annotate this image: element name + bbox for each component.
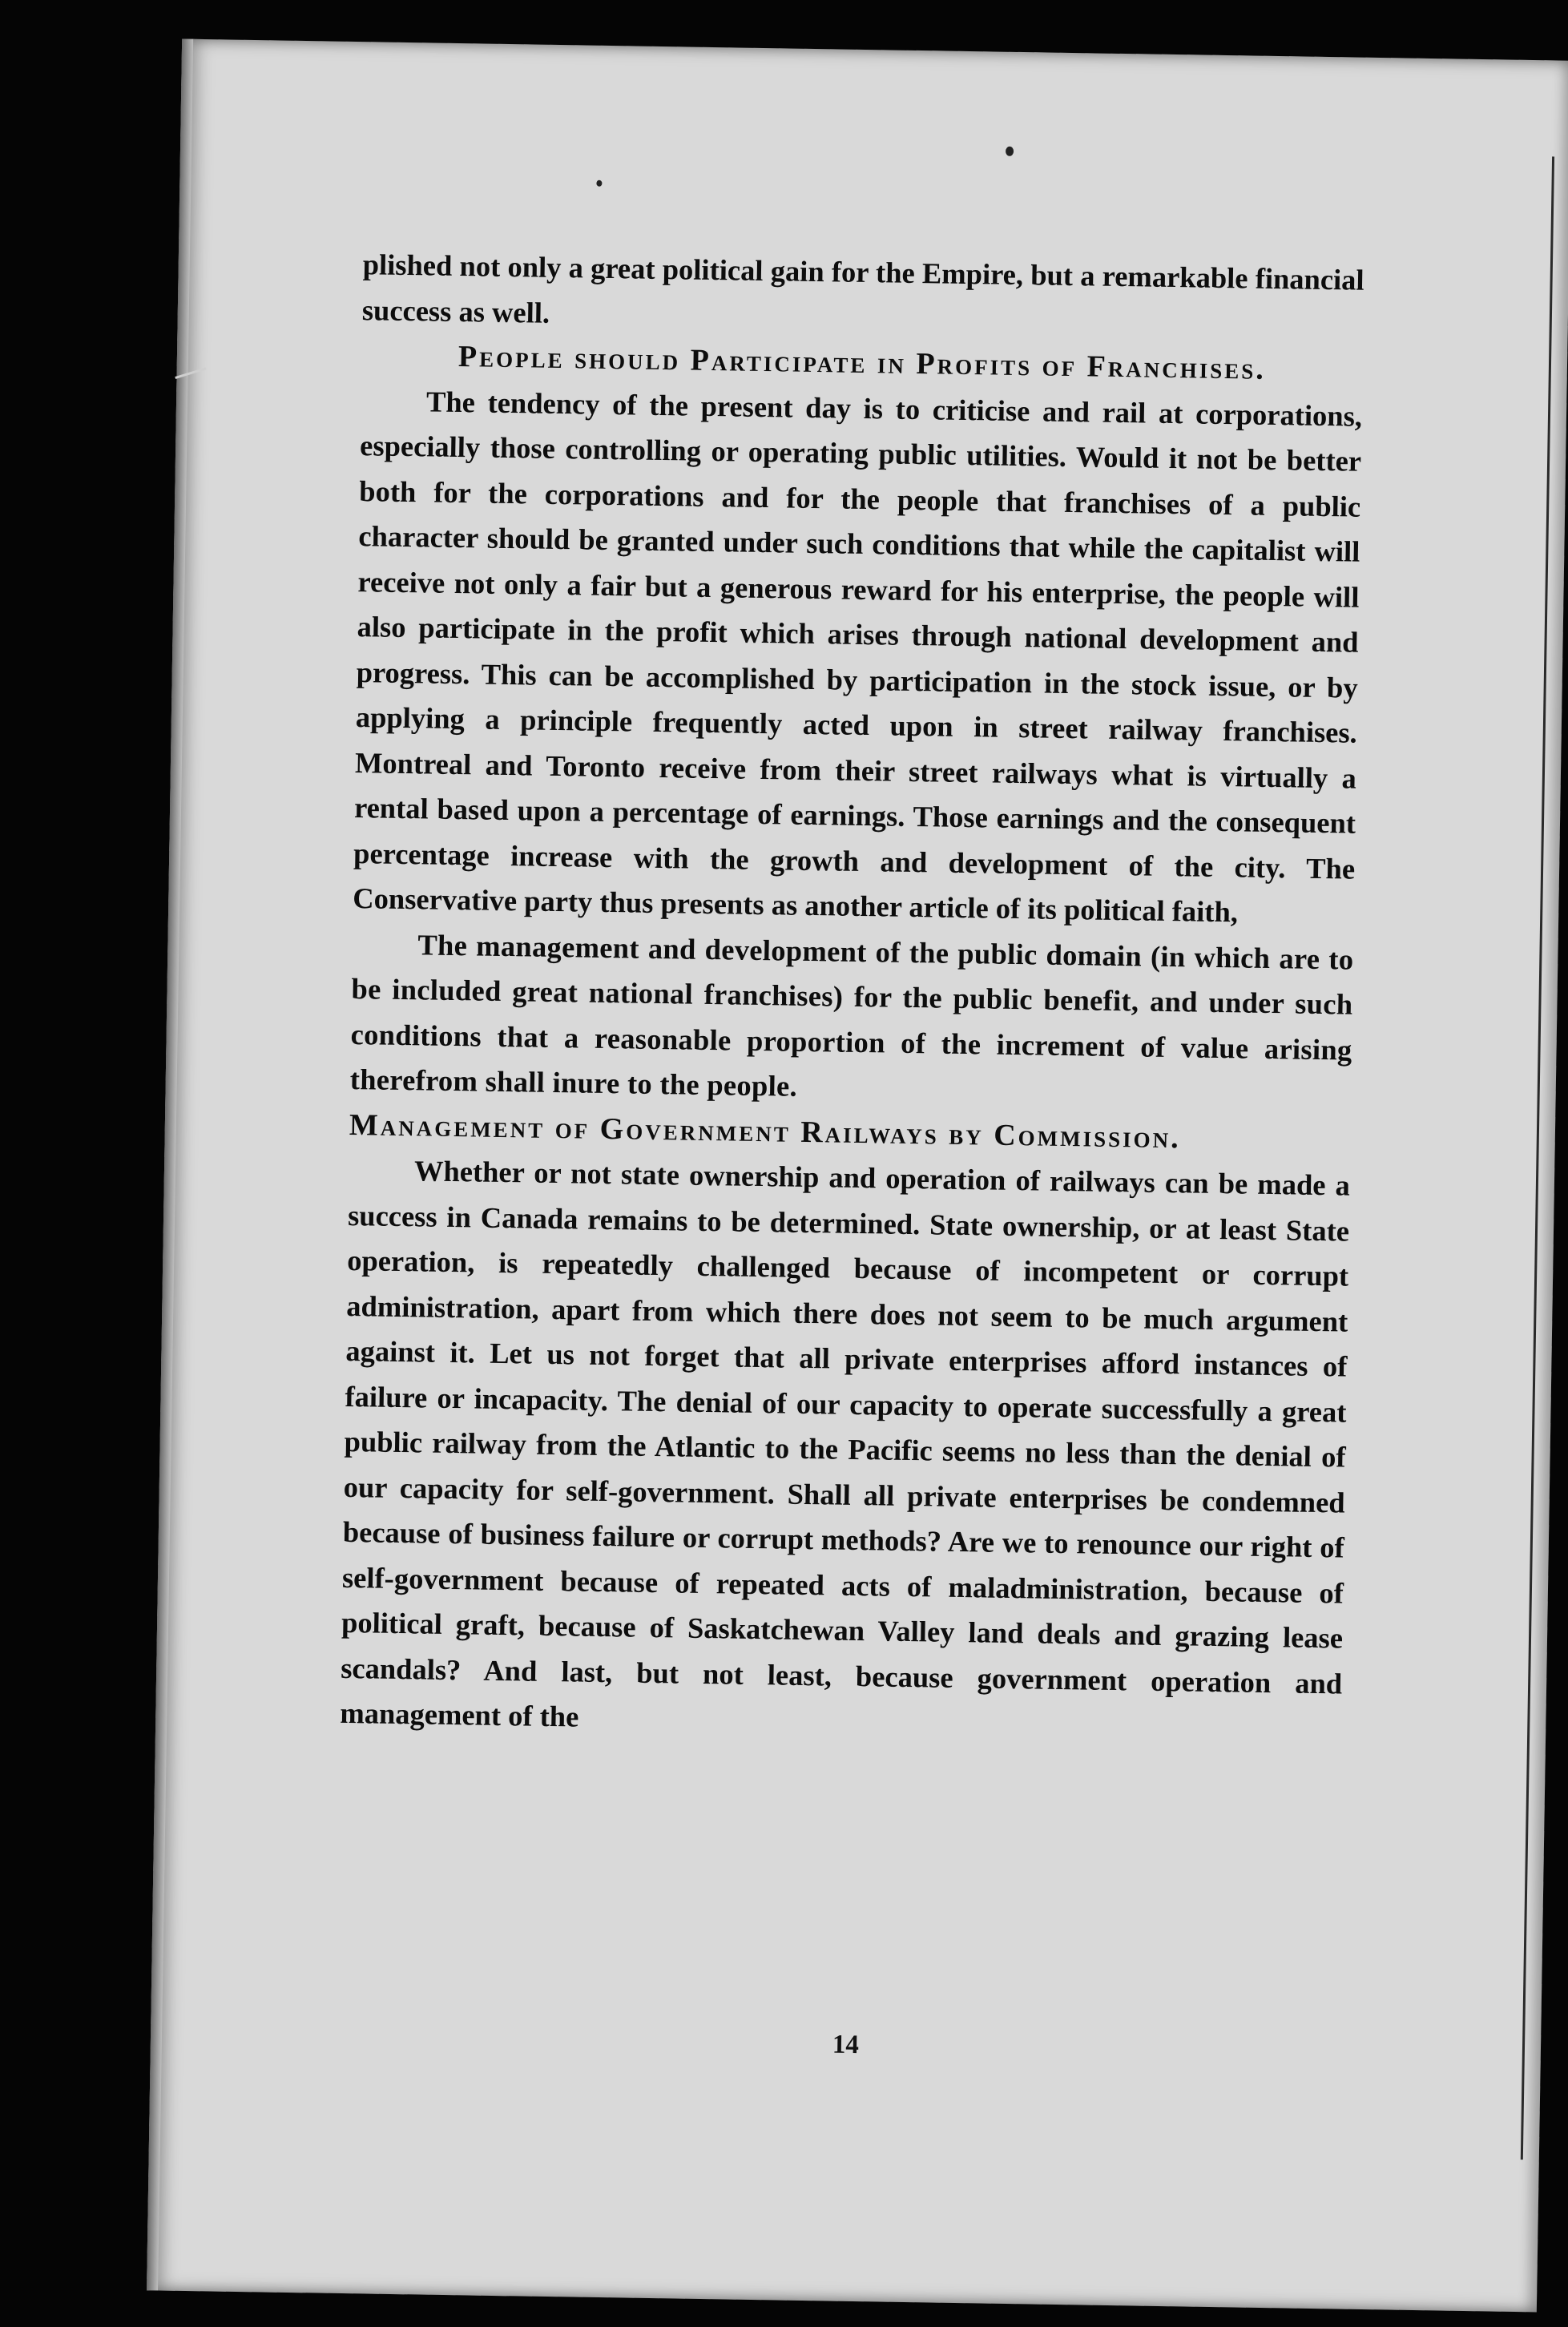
speck-mark — [596, 180, 602, 187]
quoted-resolution: The management and development of the public domain (in which are to be included great national franchises) for the public benefit, and under such conditions that a reasonable proportion of the increment of value arising therefrom shall inure to the people. — [349, 927, 1354, 1103]
binding-line — [1521, 156, 1554, 2160]
page-number: 14 — [832, 2030, 860, 2060]
section-heading: People should Participate in Profits of Franchises. — [458, 340, 1267, 386]
body-paragraph: The tendency of the present day is to criticise and rail at corporations, especially those controlling or operating public utilities. Would it not be better both for the corporations and for the people that franchises of a public character should be granted under such conditions that while the capitalist will receive not only a fair but a generous reward for his enterprise, the people will also participate in the profit which arises through national development and progress. This can be accomplished by participation in the stock issue, or by applying a principle frequently acted upon in street railway franchises. Montreal and Toronto receive from their street railways what is virtually a rental based upon a percentage of earnings. Those earnings and the consequent percentage increase with the growth and development of the city. The Conservative party thus presents as another article of its political faith, — [353, 384, 1363, 929]
section-heading: Management of Government Railways by Commission. — [349, 1107, 1182, 1155]
intro-paragraph: plished not only a great political gain for the Empire, but a remarkable financial success as well. — [361, 248, 1364, 329]
body-paragraph: Whether or not state ownership and operation of railways can be made a success in Canada remains to be determined. State ownership, or at least State operation, is repeatedly challenged because of incompetent or corrupt administration, apart from which there does not seem to be much argument against it. Let us not forget that all private enterprises afford instances of failure or incapacity. The denial of our capacity to operate successfully a great public railway from the Atlantic to the Pacific seems no less than the denial of our capacity for self-government. Shall all private enterprises be condemned because of business failure or corrupt methods? Are we to renounce our right of self-government because of repeated acts of maladministration, because of political graft, because of Saskatchewan Valley land deals and grazing lease scandals? And last, but not least, because government operation and management of the — [340, 1154, 1351, 1733]
page-text — [340, 242, 1364, 1752]
speck-mark — [1006, 147, 1014, 156]
document-page — [147, 39, 1568, 2313]
